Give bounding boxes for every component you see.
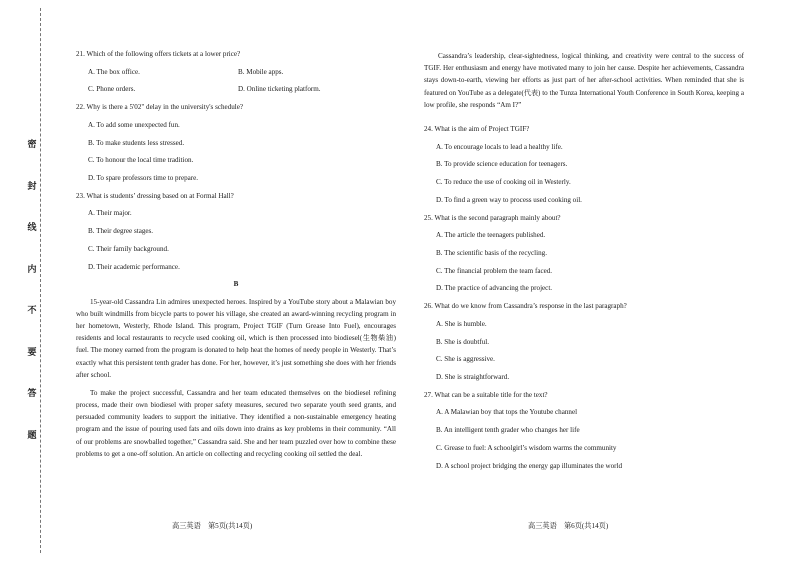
- question-22-stem: 22. Why is there a 5'02" delay in the university's schedule?: [76, 103, 244, 112]
- option-27c[interactable]: C. Grease to fuel: A schoolgirl’s wisdom warms the community: [436, 443, 617, 452]
- question-24-stem: 24. What is the aim of Project TGIF?: [424, 124, 530, 133]
- binding-char: 封: [27, 180, 37, 191]
- question-21-stem: 21. Which of the following offers tickets at a lower price?: [76, 50, 241, 58]
- question-23-stem: 23. What is students’ dressing based on at Formal Hall?: [76, 191, 234, 200]
- option-22d[interactable]: D. To spare professors time to prepare.: [88, 174, 199, 183]
- option-24c[interactable]: C. To reduce the use of cooking oil in Westerly.: [436, 178, 571, 187]
- option-24a[interactable]: A. To encourage locals to lead a healthy life.: [436, 142, 563, 151]
- binding-dashed-line: [40, 8, 41, 553]
- binding-char: 密: [27, 139, 37, 149]
- option-24d[interactable]: D. To find a green way to process used cooking oil.: [436, 195, 582, 204]
- option-21a[interactable]: A. The box office.: [88, 67, 140, 76]
- question-21-options: [88, 68, 396, 95]
- binding-char: 不: [27, 305, 37, 316]
- option-27b[interactable]: B. An intelligent tenth grader who changes her life: [436, 426, 580, 435]
- option-27d[interactable]: D. A school project bridging the energy gap illuminates the world: [436, 461, 623, 470]
- option-25d[interactable]: D. The practice of advancing the project.: [436, 284, 553, 293]
- question-25-stem: 25. What is the second paragraph mainly about?: [424, 213, 561, 222]
- passage-paragraph-2: To make the project successful, Cassandra and her team educated themselves on the biodiesel refining process, made their own biodiesel with proper safety measures, secured two separate youth seed grants, and persuaded community leaders to support the initiative. They identified a non-sustainable emergency heating program and the issue of pouring used fats and oils down into drains as key problems in their community. “All of our problems are snowballed together,” Cassandra said. She and her team puzzled over how to combine these problems to get a one-off solution. An article on collecting and recycling cooking oil settled the deal.: [76, 388, 396, 458]
- option-23c[interactable]: C. Their family background.: [88, 244, 169, 253]
- option-23a[interactable]: A. Their major.: [88, 209, 132, 218]
- option-24b[interactable]: B. To provide science education for teenagers.: [436, 160, 568, 169]
- option-25a[interactable]: A. The article the teenagers published.: [436, 231, 546, 240]
- passage-paragraph-3: Cassandra’s leadership, clear-sightedness, logical thinking, and creativity were central to the success of TGIF. Her enthusiasm and energy have motivated many to join her cause. Despite her achievements, Cassandra stays down-to-earth, viewing her efforts as just part of her after-school activities. When reminded that she is featured on YouTube as a delegate(代表) to the Tunza International Youth Conference in South Korea, keeping a low profile, she responds “Am I?”: [424, 52, 744, 109]
- page-footer-right: 高三英语 第6页(共14页): [528, 522, 609, 530]
- option-21d[interactable]: D. Online ticketing platform.: [238, 85, 321, 94]
- option-26d[interactable]: D. She is straightforward.: [436, 373, 510, 381]
- binding-margin-text: [26, 140, 38, 440]
- question-27-stem: 27. What can be a suitable title for the text?: [424, 390, 548, 399]
- option-22c[interactable]: C. To honour the local time tradition.: [88, 156, 194, 165]
- option-22b[interactable]: B. To make students less stressed.: [88, 138, 185, 147]
- option-26a[interactable]: A. She is humble.: [436, 319, 487, 328]
- binding-char: 线: [27, 222, 37, 233]
- passage-paragraph-1: 15-year-old Cassandra Lin admires unexpected heroes. Inspired by a YouTube story about a Malawian boy who built windmills from bicycle parts to power his village, she created an award-winning recycling program in her hometown, Westerly, Rhode Island. This program, Project TGIF (Turn Grease Into Fuel), encourages residents and local restaurants to recycle used cooking oil, which is then processed into biodiesel(生物柴油) fuel. The money earned from the program is donated to help heat the homes of needy people in Westerly. That’s exactly what this persistent tenth grader has done. For her, however, it’s just something she does with her friends after school.: [76, 297, 396, 379]
- question-26-stem: 26. What do we know from Cassandra’s response in the last paragraph?: [424, 302, 627, 311]
- page-footer-left: 高三英语 第5页(共14页): [172, 522, 253, 530]
- option-23d[interactable]: D. Their academic performance.: [88, 262, 180, 271]
- option-26c[interactable]: C. She is aggressive.: [436, 355, 495, 364]
- option-25c[interactable]: C. The financial problem the team faced.: [436, 266, 553, 275]
- binding-char: 要: [27, 346, 37, 357]
- option-25b[interactable]: B. The scientific basis of the recycling.: [436, 248, 547, 257]
- section-label-b: B: [233, 280, 239, 289]
- right-page-column: [424, 50, 744, 479]
- left-page-column: [76, 50, 396, 466]
- option-21c[interactable]: C. Phone orders.: [88, 85, 136, 94]
- option-21b[interactable]: B. Mobile apps.: [238, 67, 284, 76]
- binding-char: 题: [27, 429, 37, 440]
- binding-char: 答: [27, 388, 37, 399]
- option-27a[interactable]: A. A Malawian boy that tops the Youtube channel: [436, 408, 578, 417]
- option-26b[interactable]: B. She is doubtful.: [436, 337, 490, 346]
- binding-char: 内: [27, 263, 37, 274]
- option-22a[interactable]: A. To add some unexpected fun.: [88, 120, 180, 129]
- option-23b[interactable]: B. Their degree stages.: [88, 227, 154, 236]
